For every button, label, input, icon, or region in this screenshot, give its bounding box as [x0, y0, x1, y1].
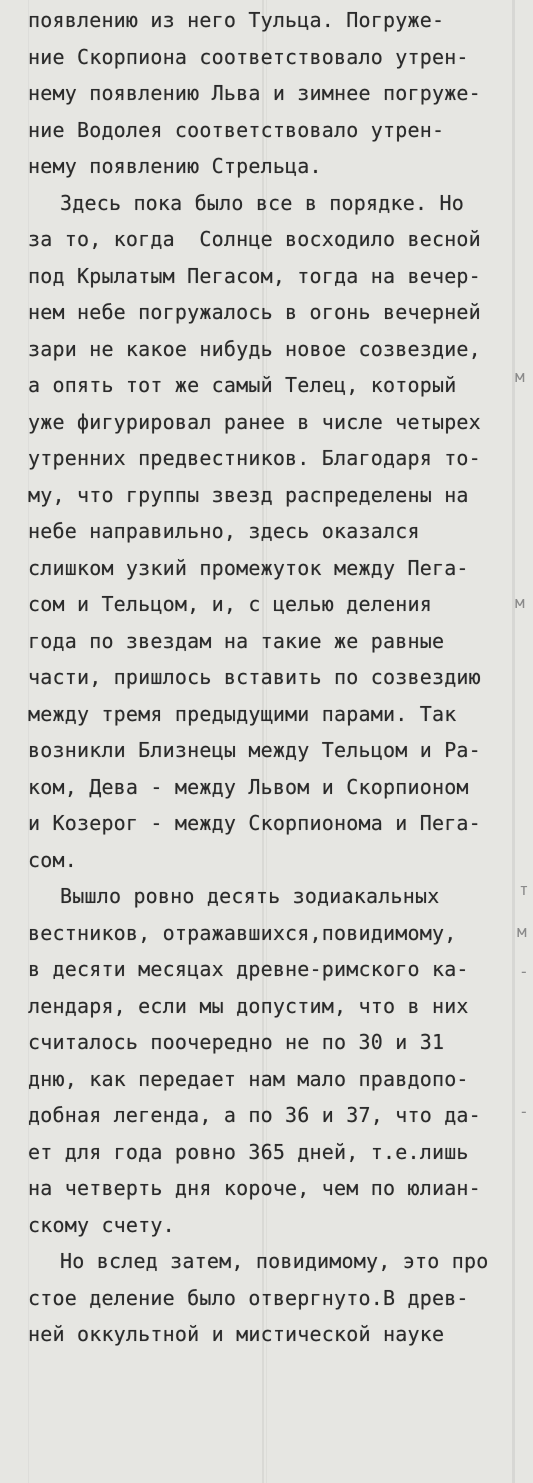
text-line: появлению из него Тульца. Погруже-	[28, 8, 445, 32]
text-line: нем небе погружалось в огонь вечерней	[28, 300, 481, 324]
text-line: Но вслед затем, повидимому, это про	[60, 1249, 489, 1273]
text-line: ней оккультной и мистической науке	[28, 1322, 445, 1346]
margin-mark: м	[517, 922, 527, 941]
text-line: ком, Дева - между Львом и Скорпионом	[28, 774, 469, 799]
text-line: стое деление было отвергнуто.В древ-	[28, 1285, 469, 1310]
text-line: утренних предвестников. Благодаря то-	[28, 446, 481, 470]
text-line: считалось поочередно не по 30 и 31	[28, 1030, 445, 1054]
text-line: года по звездам на такие же равные	[28, 628, 445, 653]
text-line: части, пришлось вставить по созвездию	[28, 665, 481, 689]
text-line: добная легенда, а по 36 и 37, что да-	[28, 1103, 481, 1127]
text-line: му, что группы звезд распределены на	[28, 482, 469, 507]
text-line: ние Водолея соответствовало утрен-	[28, 117, 445, 142]
text-line: ние Скорпиона соответствовало утрен-	[28, 44, 469, 69]
text-line: в десяти месяцах древне-римского ка-	[28, 957, 469, 981]
text-line: сом и Тельцом, и, с целью деления	[28, 592, 432, 616]
text-line: под Крылатым Пегасом, тогда на вечер-	[28, 263, 481, 288]
margin-mark: т	[519, 880, 529, 899]
margin-mark: м	[515, 593, 525, 612]
text-line: небе направильно, здесь оказался	[28, 519, 420, 543]
text-line: слишком узкий промежуток между Пега-	[28, 555, 469, 580]
text-line: дню, как передает нам мало правдопо-	[28, 1066, 469, 1091]
text-line: между тремя предыдущими парами. Так	[28, 701, 457, 726]
typewritten-text	[28, 0, 533, 1353]
text-line: вестников, отражавшихся,повидимому,	[28, 920, 457, 945]
text-line: на четверть дня короче, чем по юлиан-	[28, 1176, 481, 1200]
text-line: нему появлению Льва и зимнее погруже-	[28, 81, 481, 105]
text-line: Здесь пока было все в порядке. Но	[60, 190, 464, 215]
margin-mark: м	[515, 367, 525, 386]
text-line: ет для года ровно 365 дней, т.е.лишь	[28, 1139, 469, 1164]
text-line: возникли Близнецы между Тельцом и Ра-	[28, 738, 481, 762]
text-line: зари не какое нибудь новое созвездие,	[28, 336, 481, 361]
text-line: а опять тот же самый Телец, который	[28, 373, 457, 397]
text-line: уже фигурировал ранее в числе четырех	[28, 409, 481, 434]
text-line: сом.	[28, 847, 77, 872]
text-line: Вышло ровно десять зодиакальных	[60, 884, 440, 908]
text-line: и Козерог - между Скорпионома и Пега-	[28, 811, 481, 835]
margin-mark: -	[519, 1102, 529, 1121]
text-line: скому счету.	[28, 1212, 175, 1237]
margin-mark: -	[519, 962, 529, 981]
text-line: лендаря, если мы допустим, что в них	[28, 993, 469, 1018]
text-line: за то, когда Солнце восходило весной	[28, 227, 481, 251]
text-line: нему появлению Стрельца.	[28, 154, 322, 178]
